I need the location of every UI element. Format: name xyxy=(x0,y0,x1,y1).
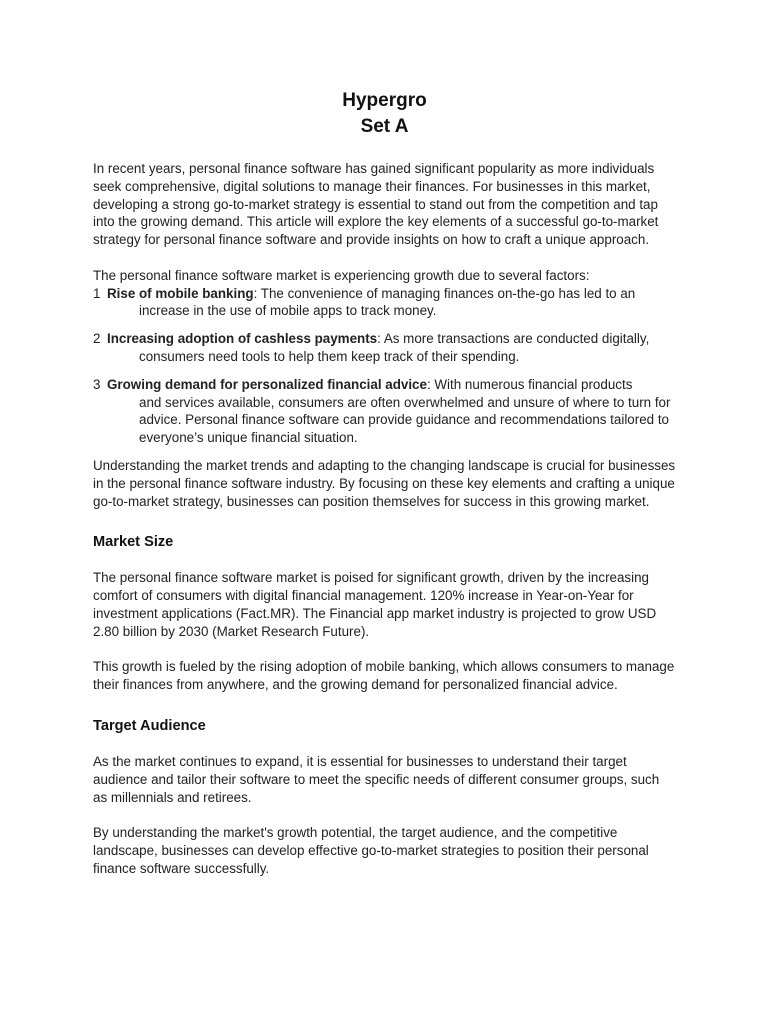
list-item-number: 3 xyxy=(93,376,101,392)
section-heading-market-size: Market Size xyxy=(93,534,174,551)
market-size-paragraph-2: This growth is fueled by the rising adoption of mobile banking, which allows consumers to manage their finances from anywhere, and the growing demand for personalized financial advice. xyxy=(93,659,675,693)
list-item xyxy=(93,376,676,447)
list-item xyxy=(93,285,676,321)
list-item-body xyxy=(107,330,676,366)
paragraph-gap xyxy=(93,249,676,267)
list-item-text: : With numerous financial products xyxy=(426,376,633,392)
target-audience-paragraph-2: By understanding the market's growth potential, the target audience, and the competitive landscape, businesses can develop effective go-to-market strategies to position their personal finance software successfully. xyxy=(93,825,649,876)
paragraph-gap xyxy=(93,641,676,659)
market-size-paragraph-1: The personal finance software market is poised for significant growth, driven by the increasing comfort of consumers with digital financial management. 120% increase in Year-on-Year for investment applications (Fact.MR). The Financial app market industry is projected to grow USD 2.80 billion by 2030 (Market Research Future). xyxy=(93,570,657,639)
list-item-term: Growing demand for personalized financial advice xyxy=(107,376,427,392)
section-gap xyxy=(93,694,676,716)
list-item-text: : The convenience of managing finances on-the-go has led to an xyxy=(253,285,636,301)
list-item-continuation: and services available, consumers are often overwhelmed and unsure of where to turn for advice. Personal finance software can provide guidance and recommendations tailored to everyone’s unique financial situation. xyxy=(139,394,671,446)
section-gap xyxy=(93,736,676,753)
title-block xyxy=(93,88,676,140)
list-item-number: 1 xyxy=(93,285,101,301)
intro-paragraph: In recent years, personal finance software has gained significant popularity as more individuals seek comprehensive, digital solutions to manage their finances. For businesses in this market, developing a strong go-to-market strategy is essential to stand out from the competition and tap into the growing demand. This article will explore the key elements of a successful go-to-market strategy for personal finance software and provide insights on how to craft a unique approach. xyxy=(93,161,659,248)
document-subtitle: Set A xyxy=(360,116,409,137)
list-item-continuation: consumers need tools to help them keep track of their spending. xyxy=(139,348,520,364)
list-item-body xyxy=(107,376,676,447)
list-item-term: Rise of mobile banking xyxy=(107,285,254,301)
section-gap xyxy=(93,552,676,569)
section-gap xyxy=(93,510,676,532)
list-item-text: : As more transactions are conducted digitally, xyxy=(377,331,650,347)
list-item xyxy=(93,330,676,366)
trends-paragraph: Understanding the market trends and adapting to the changing landscape is crucial for businesses in the personal finance software industry. By focusing on these key elements and crafting a unique go-to-market strategy, businesses can position themselves for success in this growing market. xyxy=(93,457,676,509)
factors-intro: The personal finance software market is experiencing growth due to several factors: xyxy=(93,267,590,283)
factors-list xyxy=(93,285,676,447)
list-item-term: Increasing adoption of cashless payments xyxy=(107,331,378,347)
list-item-continuation: increase in the use of mobile apps to track money. xyxy=(139,303,437,319)
list-item-body xyxy=(107,285,676,321)
target-audience-paragraph-1: As the market continues to expand, it is essential for businesses to understand their target audience and tailor their software to meet the specific needs of different consumer groups, such as millennials and retirees. xyxy=(93,753,660,805)
document-title: Hypergro xyxy=(342,90,427,111)
paragraph-gap xyxy=(93,806,676,824)
list-item-number: 2 xyxy=(93,331,101,347)
section-heading-target-audience: Target Audience xyxy=(93,717,206,734)
